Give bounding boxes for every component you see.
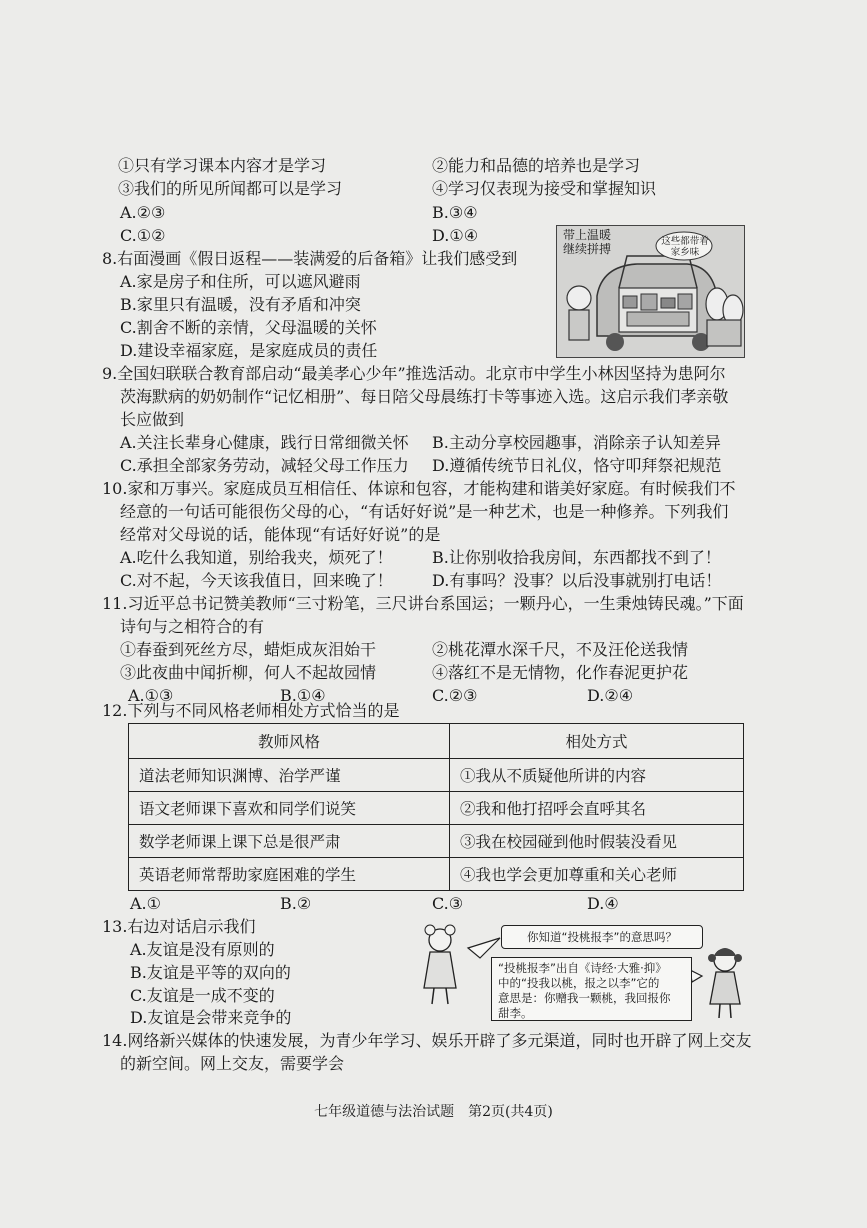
table-row	[129, 825, 744, 858]
q8-comic-caption: 带上温暖继续拼搏	[563, 228, 612, 256]
q7-option-3: ③我们的所见所闻都可以是学习	[118, 179, 343, 198]
q7-answer-d: D.①④	[432, 226, 479, 245]
q8-comic-image	[556, 225, 745, 358]
q13-bubble-line-3: 意思是：你赠我一颗桃，我回报你	[498, 991, 671, 1005]
table-row	[129, 792, 744, 825]
table-row	[129, 759, 744, 792]
table-cell: 语文老师课下喜欢和同学们说笑	[129, 792, 450, 825]
q9-answer-d: D.遵循传统节日礼仪，恪守叩拜祭祀规范	[432, 456, 722, 475]
q10-answer-b: B.让你别收拾我房间，东西都找不到了！	[432, 548, 721, 567]
q11-option-1: ①春蚕到死丝方尽，蜡炬成灰泪始干	[120, 640, 377, 659]
q9-answer-b: B.主动分享校园趣事，消除亲子认知差异	[432, 433, 721, 452]
q11-answer-b: B.①④	[280, 686, 326, 705]
page-footer: 七年级道德与法治试题 第2页(共4页)	[314, 1104, 553, 1120]
q11-option-2: ②桃花潭水深千尺，不及汪伦送我情	[432, 640, 689, 659]
q11-answer-d: D.②④	[587, 686, 634, 705]
q9-stem-line-1: 9.全国妇联联合教育部启动“最美孝心少年”推选活动。北京市中学生小林因坚持为患阿尔	[102, 364, 726, 383]
q13-answer-d: D.友谊是会带来竞争的	[130, 1008, 292, 1027]
q14-stem-line-1: 14.网络新兴媒体的快速发展，为青少年学习、娱乐开辟了多元渠道，同时也开辟了网上交友	[102, 1031, 752, 1050]
q9-answer-a: A.关注长辈身心健康，践行日常细微关怀	[120, 433, 409, 452]
q13-bubble-line-2: 中的“投我以桃，报之以李”它的	[498, 976, 660, 990]
table-header-cell: 相处方式	[450, 724, 744, 759]
q10-stem-line-2: 经意的一句话可能很伤父母的心，“有话好好说”是一种艺术，也是一种修养。下列我们	[120, 502, 729, 521]
q12-answer-b: B.②	[280, 894, 312, 913]
table-cell: 英语老师常帮助家庭困难的学生	[129, 858, 450, 891]
q13-speech-bubble-answer	[491, 957, 692, 1021]
q12-answer-d: D.④	[587, 894, 619, 913]
q11-answer-c: C.②③	[432, 686, 478, 705]
q13-bubble-line-1: “投桃报李”出自《诗经·大雅·抑》	[498, 961, 667, 975]
q8-answer-b: B.家里只有温暖，没有矛盾和冲突	[120, 295, 361, 314]
q10-answer-c: C.对不起，今天该我值日，回来晚了！	[120, 571, 393, 590]
q7-option-1: ①只有学习课本内容才是学习	[118, 156, 327, 175]
q13-speech-bubble-question: 你知道“投桃报李”的意思吗？	[501, 925, 703, 949]
q10-answer-a: A.吃什么我知道，别给我夹，烦死了！	[120, 548, 393, 567]
q10-stem-line-3: 经常对父母说的话，能体现“有话好好说”的是	[120, 525, 441, 544]
q13-answer-a: A.友谊是没有原则的	[130, 940, 275, 959]
q10-stem-line-1: 10.家和万事兴。家庭成员互相信任、体谅和包容，才能构建和谐美好家庭。有时候我们不	[102, 479, 736, 498]
q13-answer-c: C.友谊是一成不变的	[130, 986, 275, 1005]
table-header-cell: 教师风格	[129, 724, 450, 759]
table-header-row	[129, 724, 744, 759]
q11-stem-line-2: 诗句与之相符合的有	[120, 617, 265, 636]
table-cell: ②我和他打招呼会直呼其名	[450, 792, 744, 825]
q12-stem: 12.下列与不同风格老师相处方式恰当的是	[102, 701, 400, 720]
table-cell: 道法老师知识渊博、治学严谨	[129, 759, 450, 792]
q7-option-2: ②能力和品德的培养也是学习	[432, 156, 641, 175]
q12-answer-c: C.③	[432, 894, 464, 913]
q13-bubble-line-4: 甜李。	[498, 1006, 533, 1020]
table-cell: ④我也学会更加尊重和关心老师	[450, 858, 744, 891]
q7-answer-b: B.③④	[432, 203, 478, 222]
q14-stem-line-2: 的新空间。网上交友，需要学会	[120, 1054, 345, 1073]
q7-answer-a: A.②③	[120, 203, 166, 222]
q11-stem-line-1: 11.习近平总书记赞美教师“三寸粉笔，三尺讲台系国运；一颗丹心，一生秉烛铸民魂。”下面	[102, 594, 744, 613]
q9-answer-c: C.承担全部家务劳动，减轻父母工作压力	[120, 456, 409, 475]
q11-option-3: ③此夜曲中闻折柳，何人不起故园情	[120, 663, 377, 682]
q9-stem-line-2: 茨海默病的奶奶制作“记忆相册”、每日陪父母晨练打卡等事迹入选。这启示我们孝亲敬	[120, 387, 729, 406]
q7-answer-c: C.①②	[120, 226, 166, 245]
q12-answer-a: A.①	[130, 894, 161, 913]
table-cell: ③我在校园碰到他时假装没看见	[450, 825, 744, 858]
q8-answer-d: D.建设幸福家庭，是家庭成员的责任	[120, 341, 378, 360]
q13-answer-b: B.友谊是平等的双向的	[130, 963, 291, 982]
q7-option-4: ④学习仅表现为接受和掌握知识	[432, 179, 657, 198]
q11-option-4: ④落红不是无情物，化作春泥更护花	[432, 663, 689, 682]
q12-table	[128, 723, 744, 891]
q11-answer-a: A.①③	[128, 686, 174, 705]
table-cell: 数学老师课上课下总是很严肃	[129, 825, 450, 858]
q9-stem-line-3: 长应做到	[120, 410, 185, 429]
q8-answer-a: A.家是房子和住所，可以遮风避雨	[120, 272, 361, 291]
table-row	[129, 858, 744, 891]
q8-stem: 8.右面漫画《假日返程——装满爱的后备箱》让我们感受到	[102, 249, 518, 268]
q10-answer-d: D.有事吗？没事？以后没事就别打电话！	[432, 571, 722, 590]
q13-stem: 13.右边对话启示我们	[102, 917, 256, 936]
table-cell: ①我从不质疑他所讲的内容	[450, 759, 744, 792]
q8-comic-bubble-text: 这些都带着家乡味	[661, 236, 709, 258]
q8-answer-c: C.割舍不断的亲情，父母温暖的关怀	[120, 318, 377, 337]
